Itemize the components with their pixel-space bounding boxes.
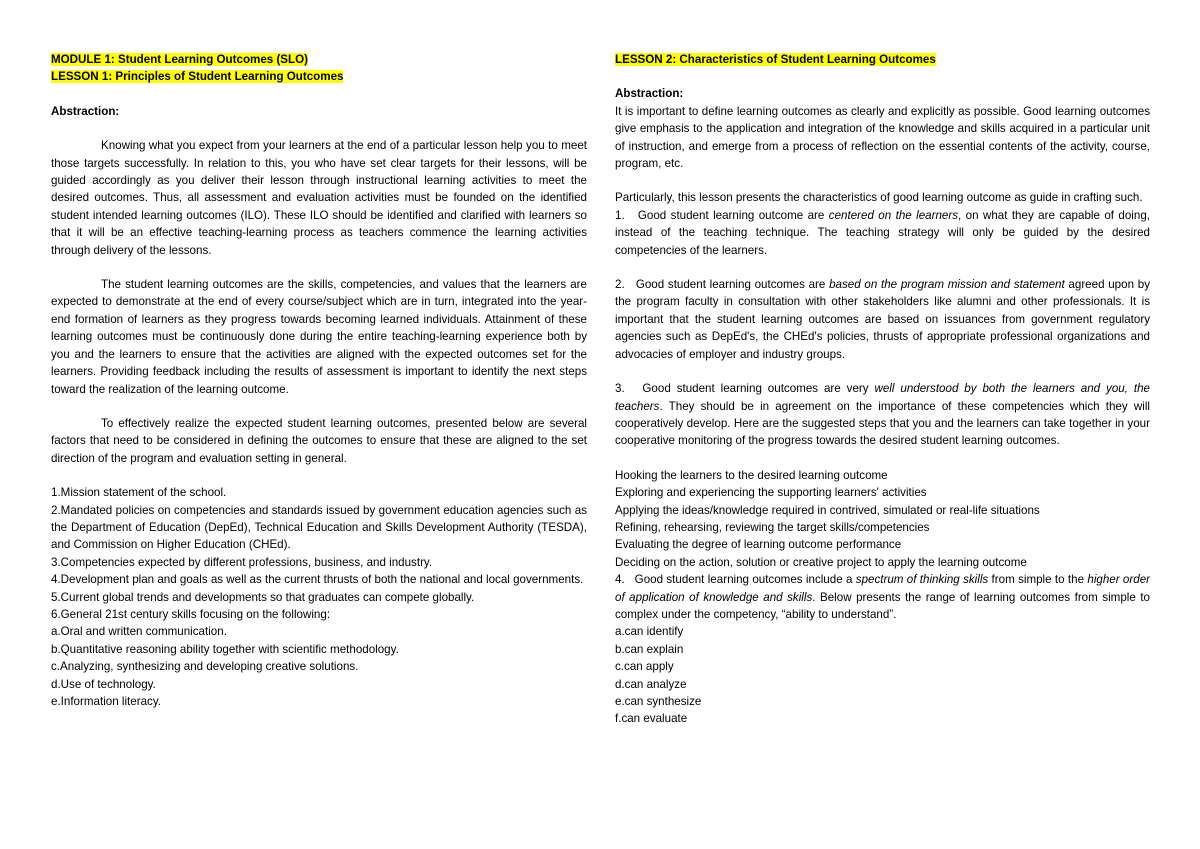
list-item: d.can analyze — [615, 677, 687, 691]
list-item: d.Use of technology. — [51, 677, 156, 691]
factors-list — [51, 484, 587, 710]
characteristic-1 — [615, 207, 1150, 259]
paragraph-2: The student learning outcomes are the skills, competencies, and values that the learners are expected to demonstrate at the end of every course/subject which are in turn, integrated into the year-end formation of learners as they progress towards becoming learned individuals. Attainment of these learning outcomes must be continuously done during the entire teaching-learning experience both by you and the learners to ensure that the activities are aligned with the expected outcomes set for the learners. Providing feedback including the results of assessment is important to identify the next steps toward the realization of the learning outcome. — [51, 278, 587, 396]
list-item: b.can explain — [615, 642, 684, 656]
list-item: e.Information literacy. — [51, 695, 161, 708]
list-item: Refining, rehearsing, reviewing the target skills/competencies — [615, 520, 930, 534]
abilities-list — [615, 623, 1150, 727]
characteristic-1-lead: 1. Good student learning outcome are — [615, 208, 829, 222]
list-item: b.Quantitative reasoning ability together with scientific methodology. — [51, 642, 399, 656]
characteristic-2-emphasis: based on the program mission and statement — [829, 278, 1065, 292]
list-item: Evaluating the degree of learning outcome performance — [615, 538, 902, 552]
abstraction-paragraph: It is important to define learning outcomes as clearly and explicitly as possible. Good learning outcomes give emphasis to the application and integration of the knowledge and skills acquired in a particular unit of instruction, and emerge from a process of reflection on the essential contents of the activity, course, program, etc. — [615, 104, 1150, 171]
list-item: Applying the ideas/knowledge required in contrived, simulated or real-life situations — [615, 503, 1040, 517]
characteristic-1-emphasis: centered on the learners — [828, 208, 959, 222]
characteristic-1-body: , on what they are capable of doing, instead of the teaching technique. The teaching strategy will only be guided by the desired competencies of the learners. — [615, 208, 1150, 257]
list-item: e.can synthesize — [615, 695, 702, 708]
abstraction-label: Abstraction: — [615, 87, 684, 101]
characteristic-2-body: agreed upon by the program faculty in consultation with other stakeholders like alumni and other professionals. It is important that the student learning outcomes are based on issuances from government regulatory agencies such as DepEd's, the CHEd's policies, thrusts of appropriate professional organizations and advocacies of employer and industry groups. — [615, 278, 1150, 361]
characteristic-2 — [615, 276, 1150, 363]
list-item: Hooking the learners to the desired learning outcome — [615, 468, 888, 482]
list-item: 6.General 21st century skills focusing on the following: — [51, 607, 331, 621]
characteristic-4-lead: 4. Good student learning outcomes include a — [615, 573, 856, 587]
list-item: Deciding on the action, solution or creative project to apply the learning outcome — [615, 555, 1027, 569]
intro-paragraph: Particularly, this lesson presents the characteristics of good learning outcome as guide in crafting such. — [615, 191, 1143, 205]
paragraph-3: To effectively realize the expected student learning outcomes, presented below are several factors that need to be considered in defining the outcomes to ensure that these are aligned to the set direction of the program and evaluation setting in general. — [51, 416, 587, 465]
list-item: Exploring and experiencing the supporting learners' activities — [615, 486, 927, 500]
list-item: c.can apply — [615, 660, 674, 674]
left-column — [51, 51, 587, 710]
list-item: 1.Mission statement of the school. — [51, 486, 227, 500]
characteristic-4-mid: from simple to the — [988, 573, 1088, 587]
characteristic-4-emphasis-1: spectrum of thinking skills — [855, 573, 989, 587]
characteristic-4-emphasis-2: higher order of application of knowledge and skills — [615, 573, 1151, 604]
characteristic-3-lead: 3. Good student learning outcomes are very — [615, 382, 875, 396]
module-title: MODULE 1: Student Learning Outcomes (SLO) — [51, 53, 309, 66]
right-column — [615, 51, 1150, 728]
list-item: f.can evaluate — [615, 712, 688, 726]
characteristic-3-body: . They should be in agreement on the importance of these competencies which they will cooperatively develop. Here are the suggested steps that you and the learners can take together in your cooperative monitoring of the progress towards the desired student learning outcomes. — [615, 399, 1150, 448]
list-item: 4.Development plan and goals as well as the current thrusts of both the national and local governments. — [51, 573, 584, 587]
characteristic-3 — [615, 380, 1150, 450]
lesson-1-title: LESSON 1: Principles of Student Learning Outcomes — [51, 70, 344, 84]
paragraph-1: Knowing what you expect from your learners at the end of a particular lesson help you to meet those targets successfully. In relation to this, you who have set clear targets for their lessons, will be guided accordingly as you deliver their lesson through instructional learning activities to meet the desired outcomes. Thus, all assessment and evaluation activities must be founded on the identified student intended learning outcomes (ILO). These ILO should be identified and clarified with learners so that it will be an effective teaching-learning process as teachers commence the learning activities through delivery of the lessons. — [51, 139, 587, 257]
list-item: 5.Current global trends and developments so that graduates can compete globally. — [51, 590, 475, 604]
characteristic-4 — [615, 571, 1150, 623]
list-item: a.can identify — [615, 625, 684, 639]
characteristic-3-emphasis: well understood by both the learners and you, the teachers — [615, 382, 1150, 413]
list-item: 2.Mandated policies on competencies and standards issued by government education agencies such as the Department of Education (DepEd), Technical Education and Skills Development Authority (TESDA), and Commission on Higher Education (CHEd). — [51, 503, 587, 552]
abstraction-label: Abstraction: — [51, 104, 120, 118]
lesson-2-title: LESSON 2: Characteristics of Student Learning Outcomes — [615, 53, 936, 66]
characteristic-4-body: . Below presents the range of learning outcomes from simple to complex under the competency, “ability to understand”. — [615, 590, 1150, 621]
list-item: c.Analyzing, synthesizing and developing creative solutions. — [51, 660, 359, 674]
steps-list — [615, 467, 1150, 571]
characteristic-2-lead: 2. Good student learning outcomes are — [615, 278, 830, 292]
list-item: 3.Competencies expected by different professions, business, and industry. — [51, 555, 433, 569]
list-item: a.Oral and written communication. — [51, 625, 227, 639]
